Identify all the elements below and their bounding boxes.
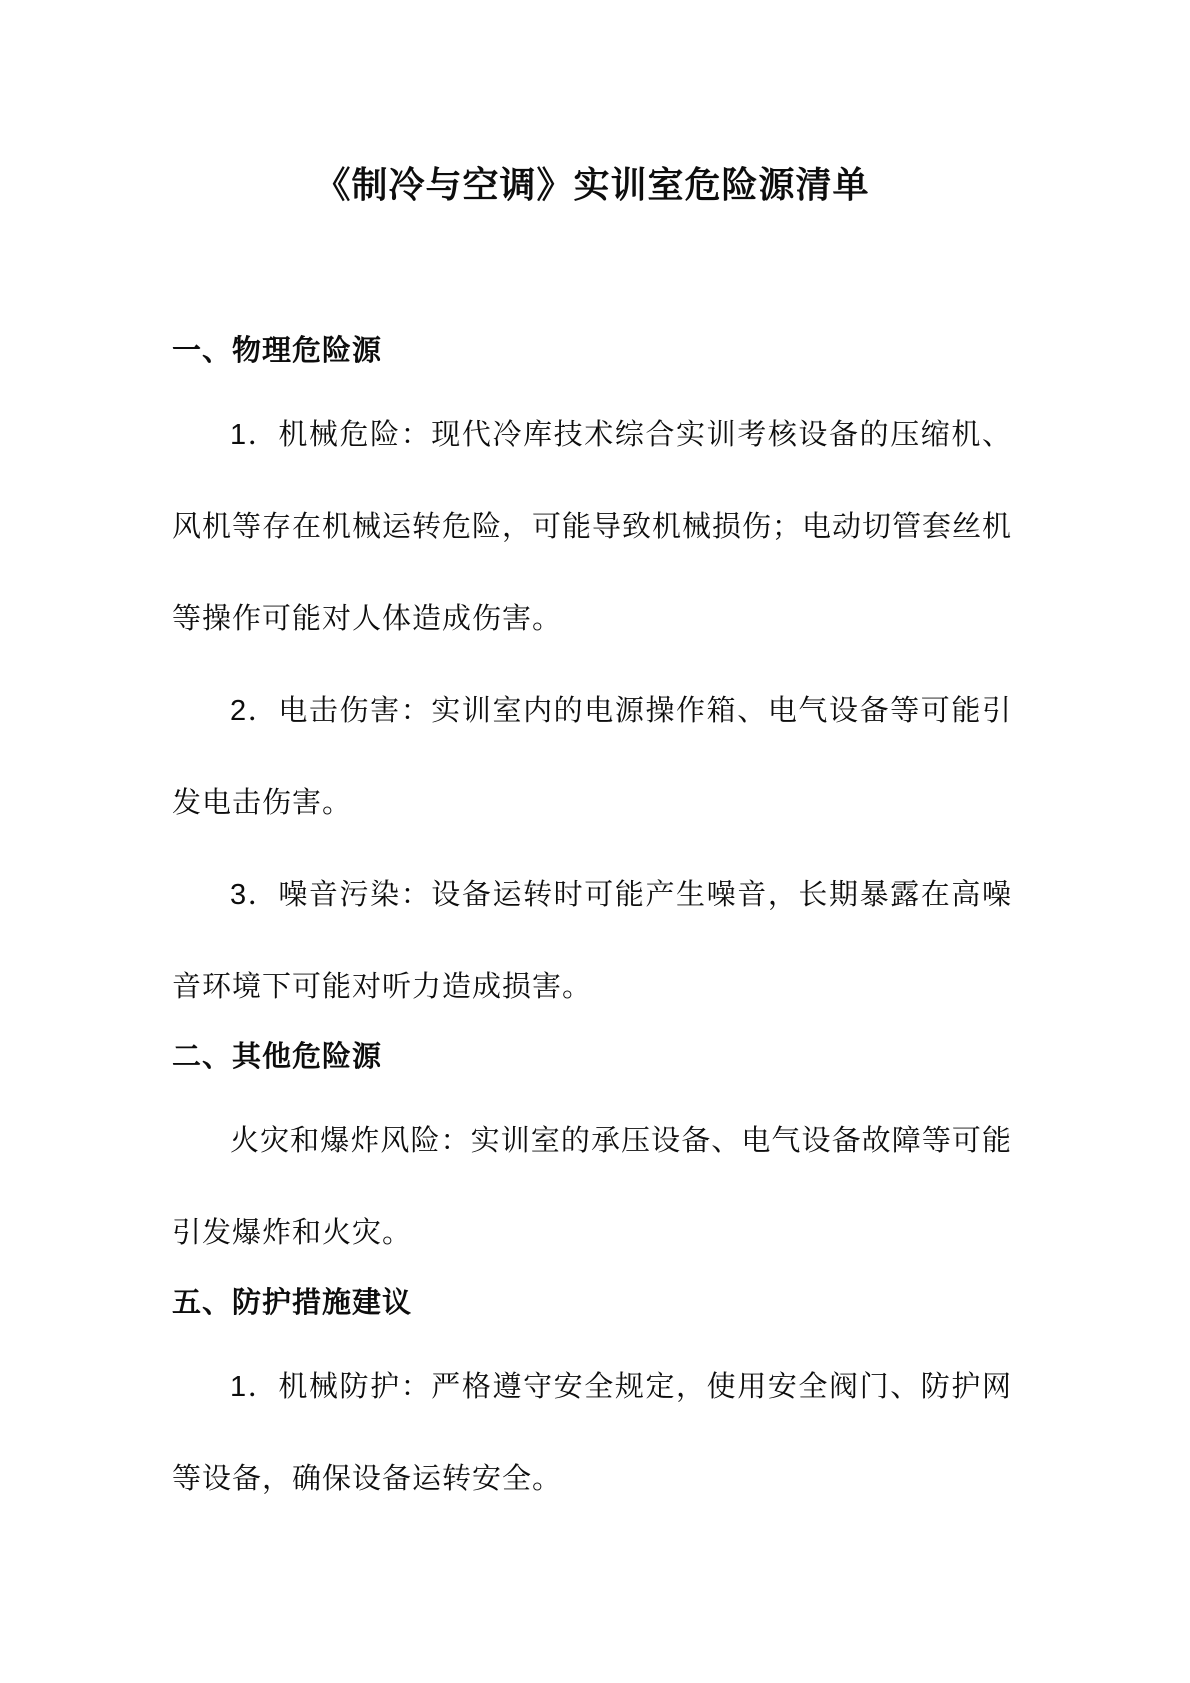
paragraph-fire-explosion-risk: 火灾和爆炸风险：实训室的承压设备、电气设备故障等可能引发爆炸和火灾。 [172,1125,1012,1249]
section-heading-physical-hazards: 一、物理危险源 [172,335,383,367]
paragraph-electric-shock-hazard: 2．电击伤害：实训室内的电源操作箱、电气设备等可能引发电击伤害。 [172,695,1012,819]
paragraph-mechanical-protection: 1．机械防护：严格遵守安全规定，使用安全阀门、防护网等设备，确保设备运转安全。 [172,1371,1012,1495]
section-heading-other-hazards: 二、其他危险源 [172,1041,383,1073]
section-heading-protective-measures: 五、防护措施建议 [172,1287,413,1319]
paragraph-noise-pollution-hazard: 3．噪音污染：设备运转时可能产生噪音，长期暴露在高噪音环境下可能对听力造成损害。 [172,879,1012,1003]
paragraph-mechanical-hazard: 1．机械危险：现代冷库技术综合实训考核设备的压缩机、风机等存在机械运转危险，可能导致机械损伤；电动切管套丝机等操作可能对人体造成伤害。 [172,419,1013,635]
document-title: 《制冷与空调》实训室危险源清单 [314,164,870,205]
